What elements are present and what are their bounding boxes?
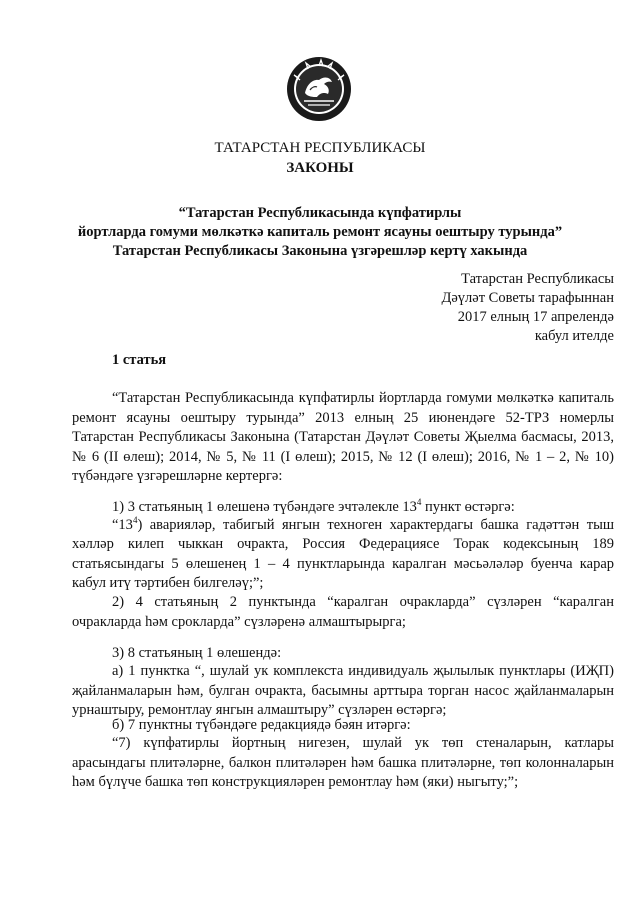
paragraph-item-1-text-b: пункт өстәргә: bbox=[421, 498, 515, 515]
quote-sup: 4 bbox=[132, 515, 138, 525]
paragraph-item-3b: б) 7 пунктны түбәндәге редакциядә бәян итәргә: bbox=[112, 717, 411, 733]
header-law: ЗАКОНЫ bbox=[286, 160, 354, 176]
header-republic: ТАТАРСТАН РЕСПУБЛИКАСЫ bbox=[214, 140, 426, 156]
law-title bbox=[0, 204, 640, 261]
adoption-line-2: Дәүләт Советы тарафыннан bbox=[441, 290, 614, 306]
paragraph-item-2: 2) 4 статьяның 2 пунктында “каралган очракларда” сүзләрен “каралган очракларда һәм срокларда” сүзләренә алмаштырырга; bbox=[72, 594, 614, 630]
adoption-note bbox=[441, 270, 614, 346]
paragraph-item-3b-quote: “7) күпфатирлы йортның нигезен, шулай ук төп стеналарын, катлары арасындагы плитәләрне, балкон плитәләрен һәм башка плитәләрне, төп колонналарын һәм бүлүче башка төп конструкцияләрен ремонтлау һәм (яки) ныгыту;”; bbox=[72, 735, 614, 790]
law-title-line-2: йортларда гомуми мөлкәткә капиталь ремонт ясауны оештыру турында” bbox=[77, 224, 563, 240]
law-title-line-1: “Татарстан Республикасында күпфатирлы bbox=[178, 205, 462, 221]
adoption-line-4: кабул ителде bbox=[534, 328, 614, 344]
paragraph-item-1-text-a: 1) 3 статьяның 1 өлешенә түбәндәге эчтәлекле 13 bbox=[112, 498, 417, 515]
paragraph-intro: “Татарстан Республикасында күпфатирлы йортларда гомуми мөлкәткә капиталь ремонт ясауны оештыру турында” 2013 елның 25 июнендәге 52-ТРЗ номерлы Татарстан Республикасы Законына (Татарстан Дәүләт Советы Җыелма басмасы, 2013, № 6 (II өлеш); 2014, № 5, № 11 (I өлеш); 2015, № 12 (I өлеш); 2016, № 1 – 2, № 10) түбәндәге үзгәрешләрне кертергә: bbox=[72, 390, 614, 484]
paragraph-item-3a: а) 1 пунктка “, шулай ук комплекста индивидуаль җылылык пунктлары (ИҖП) җайланмаларын һәм, булган очракта, басымны арттыра торган насос җайланмаларын урнаштыру, ремонтлау янгын алмаштыру” сүзләрен өстәргә; bbox=[72, 663, 614, 718]
law-title-line-3: Татарстан Республикасы Законына үзгәрешләр кертү хакында bbox=[112, 243, 528, 259]
quote-text-b: ) аварияләр, табигый янгын техноген характердагы башка гадәттән тыш хәлләр килеп чыккан очракта, Россия Федерациясе Торак кодексының 189 статьясындагы 5 өлешенең 1 – 4 пунктларында каралган мәсьәләләр буенча карар кабул итү тәртибен билгеләү;”; bbox=[72, 516, 614, 592]
paragraph-item-1-sup: 4 bbox=[416, 497, 422, 507]
paragraph-item-3: 3) 8 статьяның 1 өлешендә: bbox=[112, 645, 282, 661]
tatarstan-emblem-icon bbox=[286, 56, 352, 122]
adoption-line-1: Татарстан Республикасы bbox=[461, 271, 614, 287]
paragraph-item-1-quote bbox=[72, 511, 614, 594]
quote-text-a: “13 bbox=[112, 516, 133, 533]
adoption-line-3: 2017 елның 17 апрелендә bbox=[457, 309, 614, 325]
article-heading: 1 статья bbox=[112, 352, 167, 368]
